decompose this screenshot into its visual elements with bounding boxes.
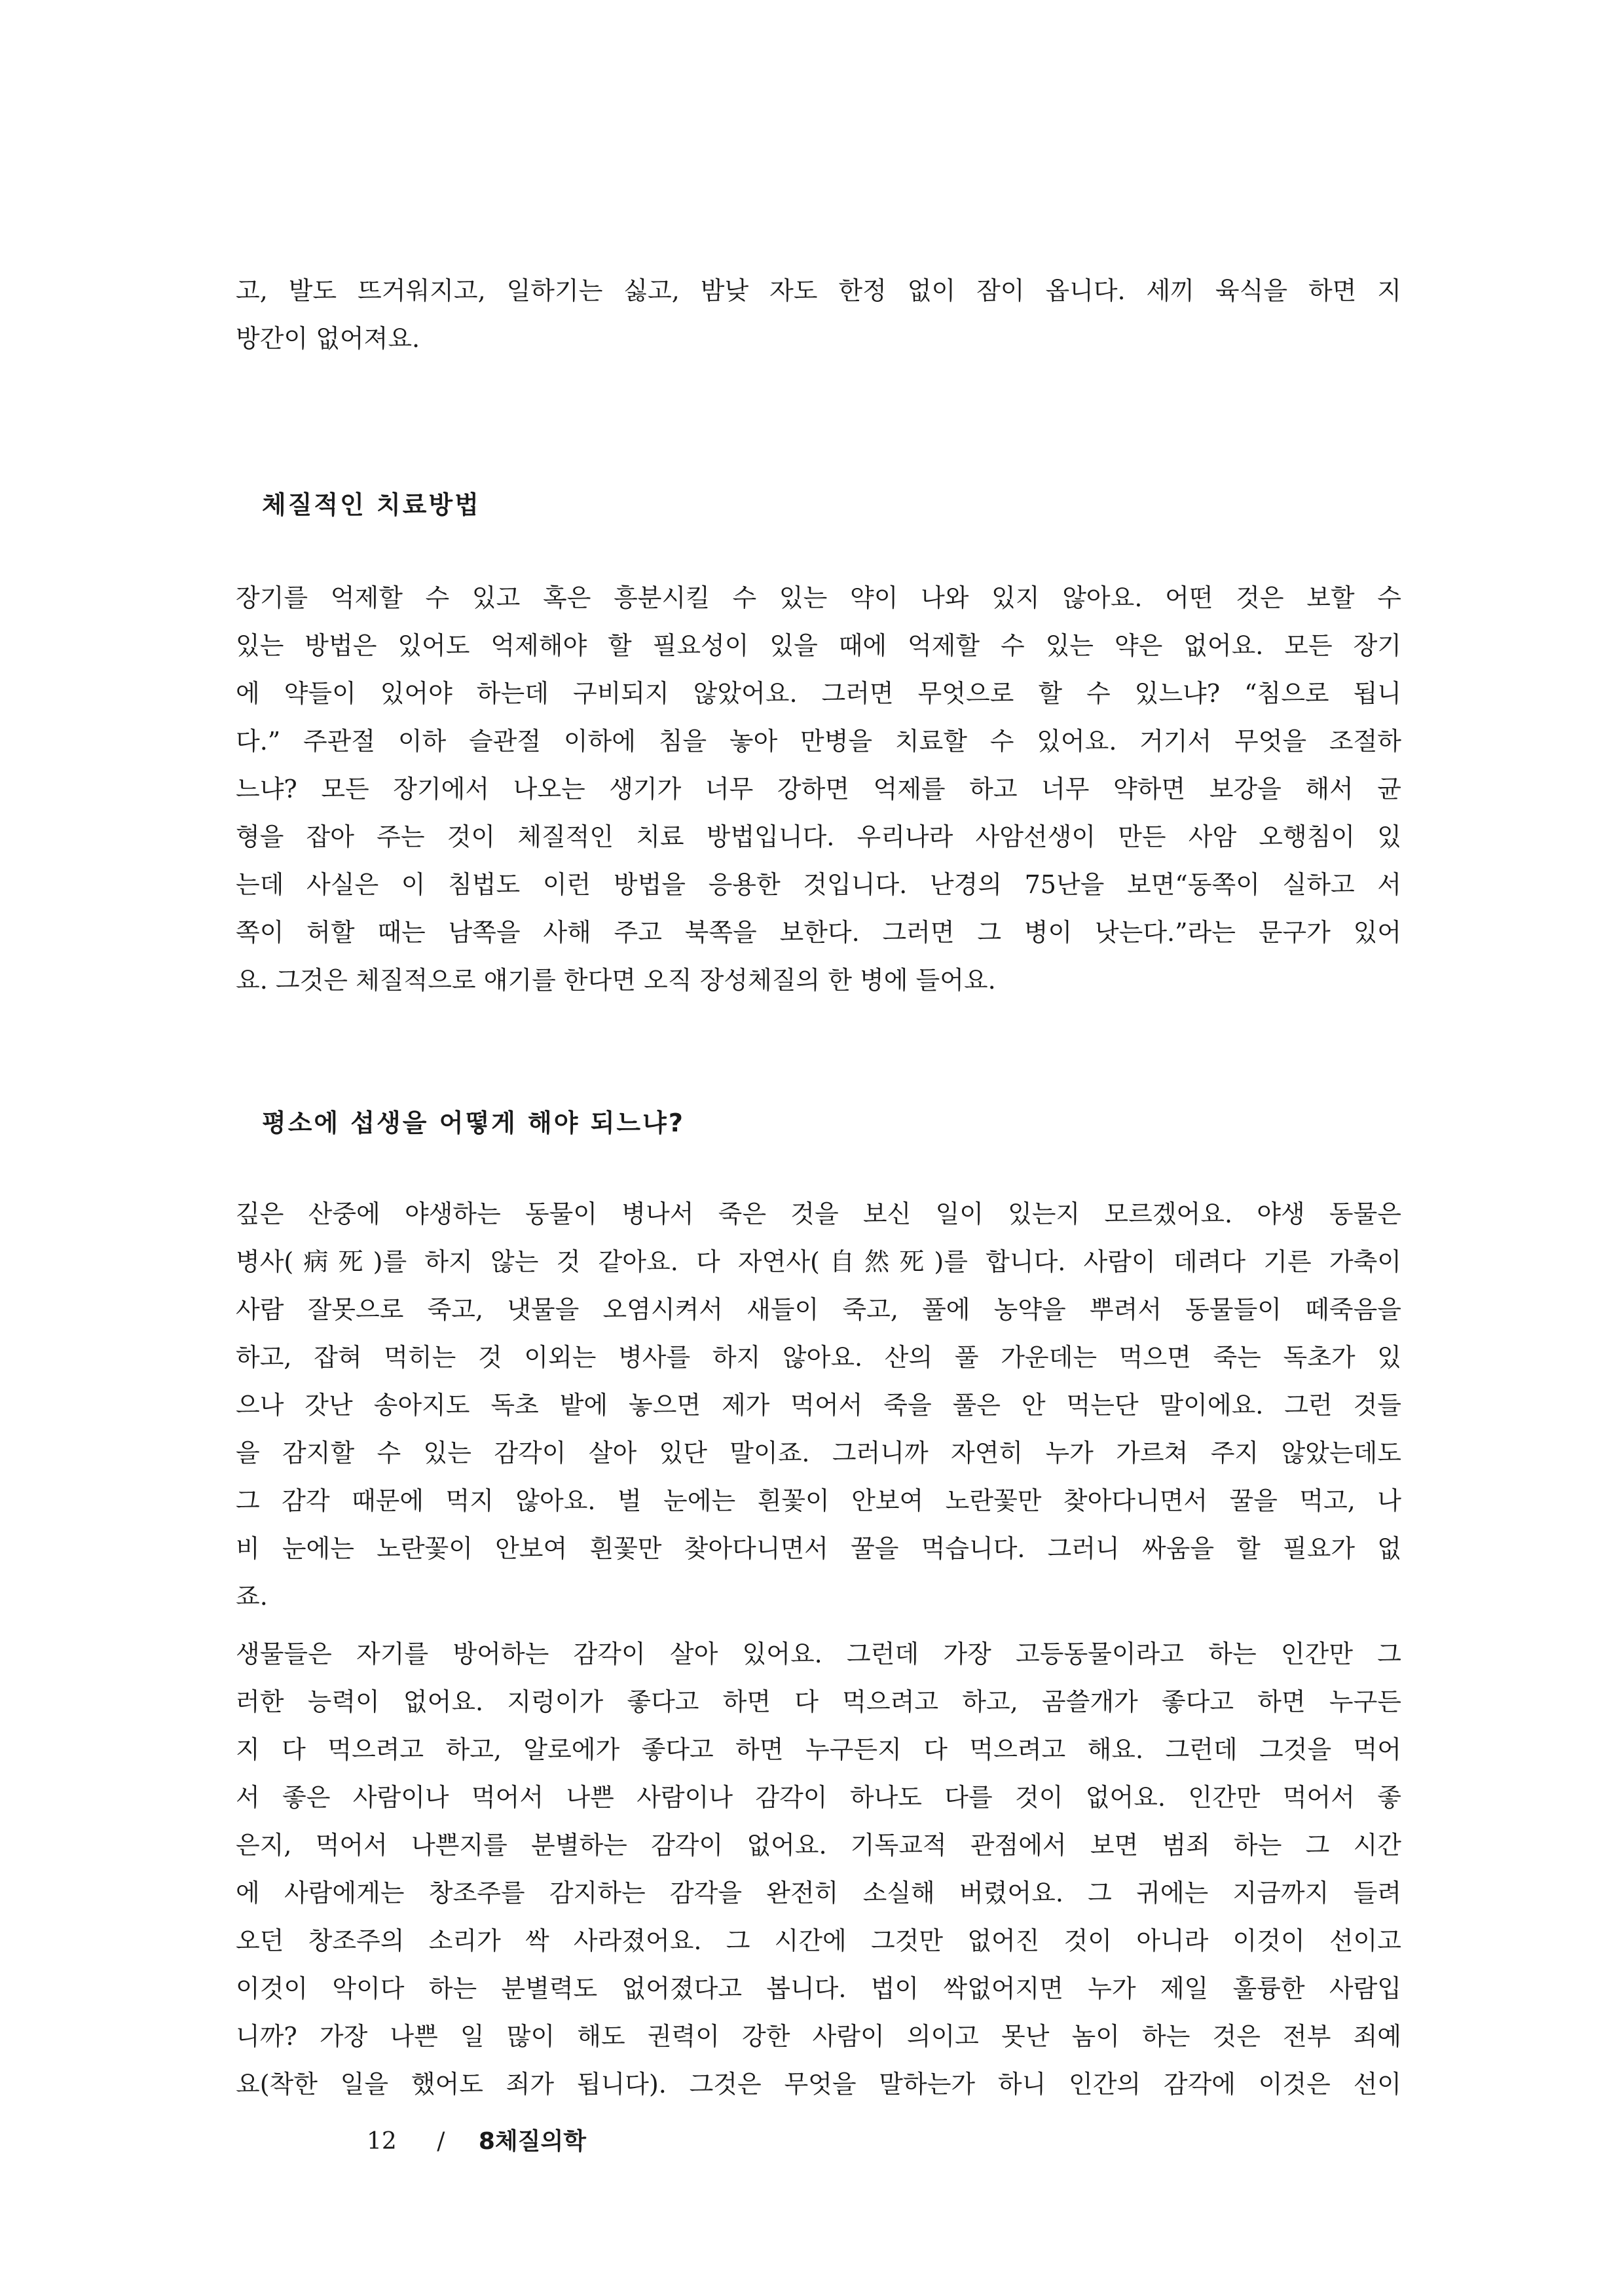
text-line: 있는 방법은 있어도 억제해야 할 필요성이 있을 때에 억제할 수 있는 약은 없어요. 모든 장기 [236, 631, 1401, 660]
text-line: 다.” 주관절 이하 슬관절 이하에 침을 놓아 만병을 치료할 수 있어요. 거기서 무엇을 조절하 [236, 727, 1401, 756]
text-line: 서 좋은 사람이나 먹어서 나쁜 사람이나 감각이 하나도 다를 것이 없어요. 인간만 먹어서 좋 [236, 1783, 1401, 1812]
page-footer [367, 2123, 586, 2156]
text-line: 병사(病死)를 하지 않는 것 같아요. 다 자연사(自然死)를 합니다. 사람이 데려다 기른 가축이 [236, 1247, 1401, 1276]
text-line: 에 약들이 있어야 하는데 구비되지 않았어요. 그러면 무엇으로 할 수 있느냐? “침으로 됩니 [236, 679, 1401, 708]
text-line: 이것이 악이다 하는 분별력도 없어졌다고 봅니다. 법이 싹없어지면 누가 제일 훌륭한 사람입 [236, 1974, 1401, 2003]
text-line: 죠. [236, 1582, 268, 1611]
paragraph-human-senses [236, 1630, 1401, 2108]
text-line: 에 사람에게는 창조주를 감지하는 감각을 완전히 소실해 버렸어요. 그 귀에는 지금까지 들려 [236, 1879, 1401, 1907]
text-line: 그 감각 때문에 먹지 않아요. 벌 눈에는 흰꽃이 안보여 노란꽃만 찾아다니면서 꿀을 먹고, 나 [236, 1486, 1401, 1515]
text-line: 장기를 억제할 수 있고 혹은 흥분시킬 수 있는 약이 나와 있지 않아요. 어떤 것은 보할 수 [236, 583, 1401, 612]
text-line: 형을 잡아 주는 것이 체질적인 치료 방법입니다. 우리나라 사암선생이 만든 사암 오행침이 있 [236, 822, 1401, 851]
text-line: 요(착한 일을 했어도 죄가 됩니다). 그것은 무엇을 말하는가 하니 인간의 감각에 이것은 선이 [236, 2070, 1401, 2099]
text-line: 은지, 먹어서 나쁜지를 분별하는 감각이 없어요. 기독교적 관점에서 보면 범죄 하는 그 시간 [236, 1831, 1401, 1860]
section-heading-regimen: 평소에 섭생을 어떻게 해야 되느냐? [262, 1109, 685, 1137]
text-line: 요. 그것은 체질적으로 얘기를 한다면 오직 장성체질의 한 병에 들어요. [236, 966, 996, 995]
text-line: 방간이 없어져요. [236, 324, 420, 353]
text-line: 으나 갓난 송아지도 독초 밭에 놓으면 제가 먹어서 죽을 풀은 안 먹는단 말이에요. 그런 것들 [236, 1391, 1401, 1420]
page-number: 12 [367, 2128, 397, 2155]
book-title: 8체질의학 [478, 2128, 587, 2155]
text-line: 비 눈에는 노란꽃이 안보여 흰꽃만 찾아다니면서 꿀을 먹습니다. 그러니 싸움을 할 필요가 없 [236, 1534, 1401, 1563]
text-line: 느냐? 모든 장기에서 나오는 생기가 너무 강하면 억제를 하고 너무 약하면 보강을 해서 균 [236, 775, 1401, 803]
text-line: 사람 잘못으로 죽고, 냇물을 오염시켜서 새들이 죽고, 풀에 농약을 뿌려서 동물들이 떼죽음을 [236, 1295, 1401, 1324]
text-line: 하고, 잡혀 먹히는 것 이외는 병사를 하지 않아요. 산의 풀 가운데는 먹으면 죽는 독초가 있 [236, 1343, 1401, 1372]
text-line: 쪽이 허할 때는 남쪽을 사해 주고 북쪽을 보한다. 그러면 그 병이 낫는다.”라는 문구가 있어 [236, 918, 1401, 947]
footer-separator: / [437, 2128, 445, 2155]
section-heading-treatment: 체질적인 치료방법 [262, 490, 481, 519]
text-line: 생물들은 자기를 방어하는 감각이 살아 있어요. 그런데 가장 고등동물이라고 하는 인간만 그 [236, 1640, 1401, 1668]
text-line: 오던 창조주의 소리가 싹 사라졌어요. 그 시간에 그것만 없어진 것이 아니라 이것이 선이고 [236, 1926, 1401, 1955]
text-line: 러한 능력이 없어요. 지렁이가 좋다고 하면 다 먹으려고 하고, 곰쓸개가 좋다고 하면 누구든 [236, 1687, 1401, 1716]
paragraph-continuation [236, 267, 1401, 363]
text-line: 고, 발도 뜨거워지고, 일하기는 싫고, 밤낮 자도 한정 없이 잠이 옵니다. 세끼 육식을 하면 지 [236, 276, 1401, 305]
paragraph-treatment [236, 574, 1401, 1004]
text-line: 는데 사실은 이 침법도 이런 방법을 응용한 것입니다. 난경의 75난을 보면“동쪽이 실하고 서 [236, 870, 1401, 899]
text-line: 을 감지할 수 있는 감각이 살아 있단 말이죠. 그러니까 자연히 누가 가르쳐 주지 않았는데도 [236, 1439, 1401, 1467]
text-line: 니까? 가장 나쁜 일 많이 해도 권력이 강한 사람이 의이고 못난 놈이 하는 것은 전부 죄예 [236, 2022, 1401, 2051]
text-line: 지 다 먹으려고 하고, 알로에가 좋다고 하면 누구든지 다 먹으려고 해요. 그런데 그것을 먹어 [236, 1735, 1401, 1764]
paragraph-wild-animals [236, 1190, 1401, 1621]
text-line: 깊은 산중에 야생하는 동물이 병나서 죽은 것을 보신 일이 있는지 모르겠어요. 야생 동물은 [236, 1200, 1401, 1228]
